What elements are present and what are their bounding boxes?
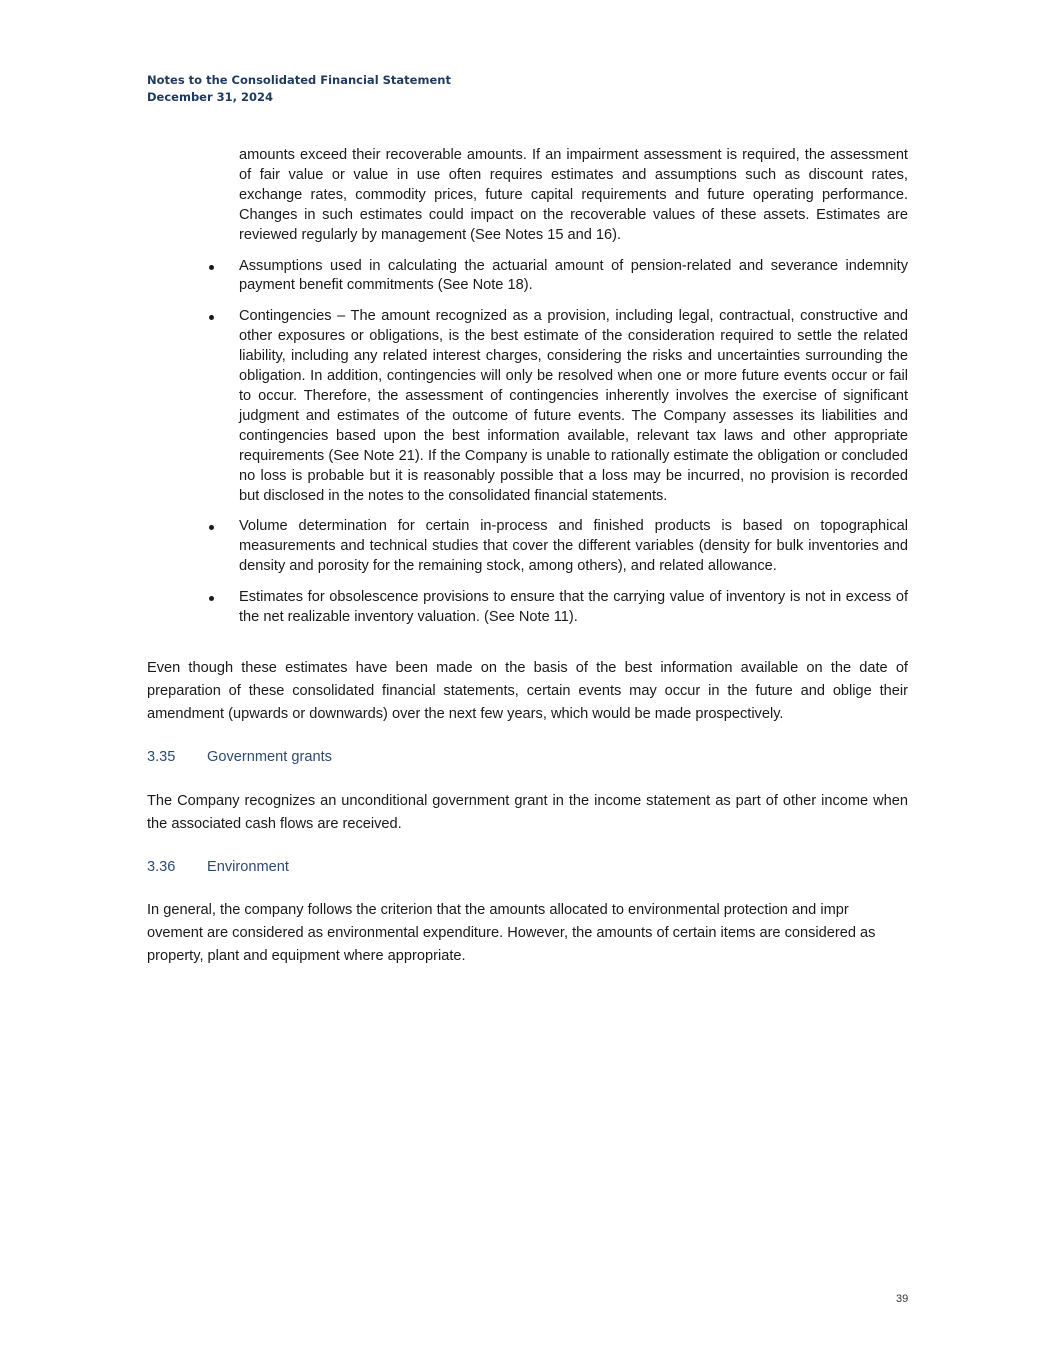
list-item: Volume determination for certain in-process and finished products is based on topographical measurements and technical studies that cover the different variables (density for bulk inventories and density and porosity for the remaining stock, among others), and related allowance.: [239, 517, 908, 577]
list-item: Contingencies – The amount recognized as a provision, including legal, contractual, constructive and other exposures or obligations, is the best estimate of the consideration required to settle the related liability, including any related interest charges, considering the risks and uncertainties surrounding the obligation. In addition, contingencies will only be resolved when one or more future events occur or fail to occur. Therefore, the assessment of contingencies inherently involves the exercise of significant judgment and estimates of the outcome of future events. The Company assesses its liabilities and contingencies based upon the best information available, relevant tax laws and other appropriate requirements (See Note 21). If the Company is unable to rationally estimate the obligation or concluded no loss is probable but it is reasonably possible that a loss may be incurred, no provision is recorded but disclosed in the notes to the consolidated financial statements.: [239, 307, 908, 506]
section-heading-government-grants: [147, 747, 332, 767]
header-title: Notes to the Consolidated Financial Statement: [147, 73, 451, 87]
section-text-government-grants: The Company recognizes an unconditional government grant in the income statement as part of other income when the associated cash flows are received.: [147, 793, 908, 832]
section-title: Environment: [207, 859, 289, 875]
section-title: Government grants: [207, 749, 332, 765]
section-number: 3.35: [147, 749, 176, 765]
document-header: [147, 72, 451, 106]
section-text-environment: In general, the company follows the criterion that the amounts allocated to environmental protection and impr ovement are considered as environmental expenditure. However, the amounts of certain items are considered as property, plant and equipment where appropriate.: [147, 902, 876, 964]
header-date: December 31, 2024: [147, 90, 274, 104]
estimates-list: [239, 146, 908, 639]
section-heading-environment: [147, 857, 289, 877]
list-item: Estimates for obsolescence provisions to ensure that the carrying value of inventory is not in excess of the net realizable inventory valuation. (See Note 11).: [239, 588, 908, 628]
section-number: 3.36: [147, 859, 176, 875]
closing-paragraph: Even though these estimates have been made on the basis of the best information available on the date of preparation of these consolidated financial statements, certain events may occur in the future and oblige their amendment (upwards or downwards) over the next few years, which would be made prospectively.: [147, 660, 908, 722]
list-item: Assumptions used in calculating the actuarial amount of pension-related and severance indemnity payment benefit commitments (See Note 18).: [239, 257, 908, 297]
list-item-continuation: amounts exceed their recoverable amounts. If an impairment assessment is required, the assessment of fair value or value in use often requires estimates and assumptions such as discount rates, exchange rates, commodity prices, future capital requirements and future operating performance. Changes in such estimates could impact on the recoverable values of these assets. Estimates are reviewed regularly by management (See Notes 15 and 16).: [239, 147, 908, 243]
page-number: 39: [896, 1293, 909, 1305]
